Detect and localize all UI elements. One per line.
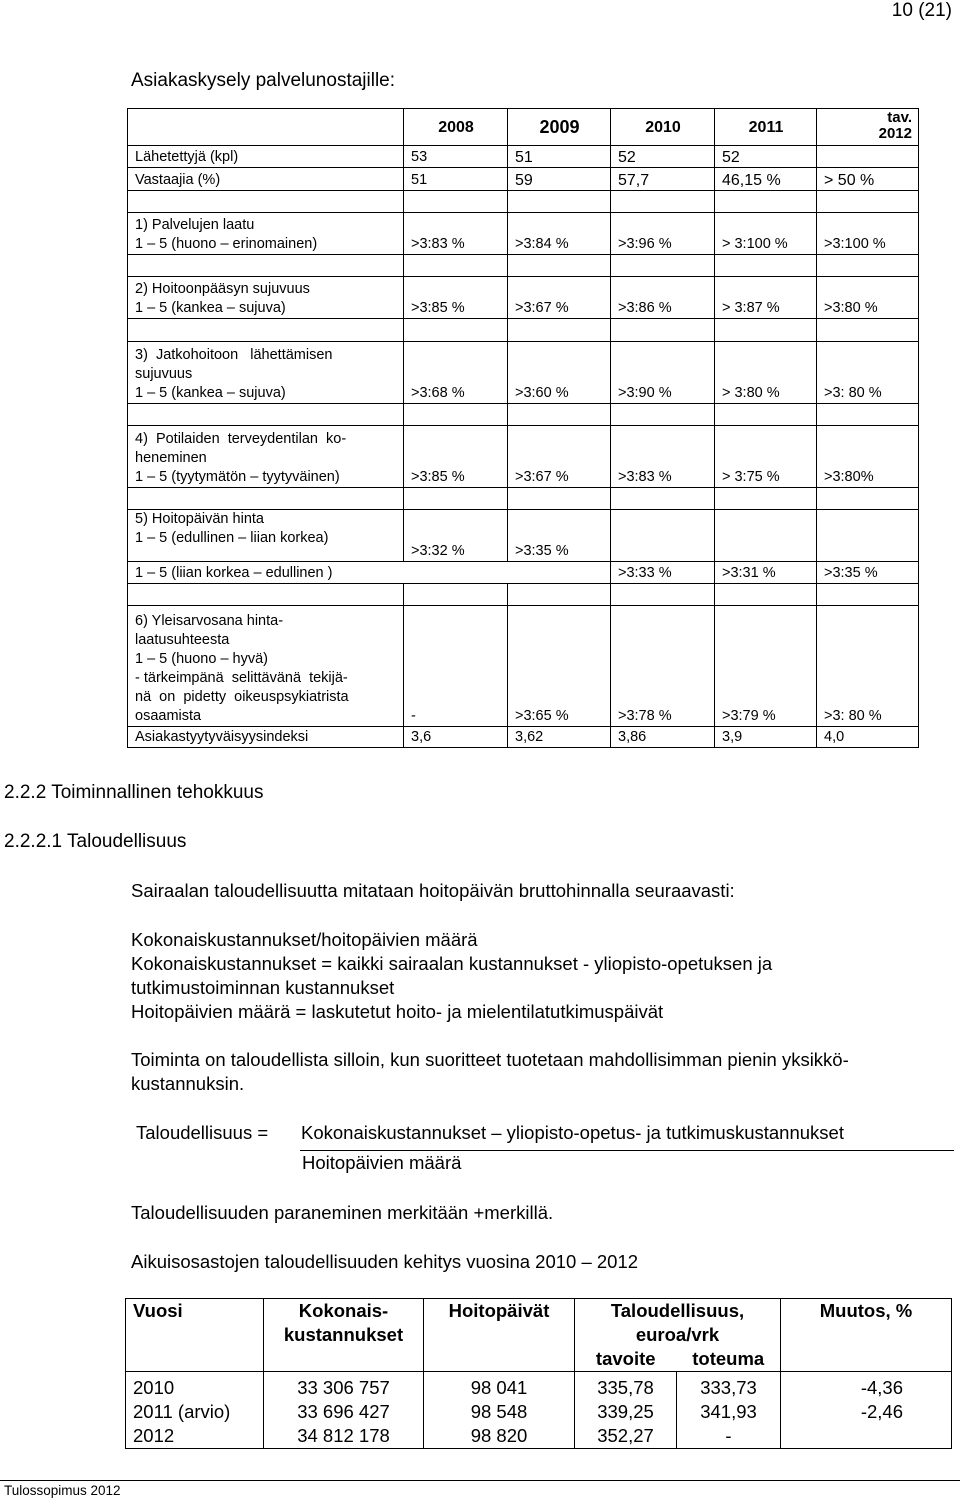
page-number: 10 (21) (891, 0, 952, 21)
header-line: euroa/vrk (635, 1324, 720, 1345)
economy-data-row (126, 1372, 952, 1449)
cell: >3:83 % (611, 426, 715, 488)
formula-denominator: Hoitopäivien määrä (302, 1152, 462, 1173)
target-value: 335,78 (597, 1377, 654, 1398)
actual-value: 333,73 (700, 1377, 757, 1398)
table-row (128, 168, 919, 191)
row-label: Lähetettyjä (kpl) (128, 146, 404, 168)
formula-fraction-line (300, 1150, 954, 1151)
label-line: 1 – 5 (kankea – sujuva) (135, 385, 286, 401)
row-label (128, 342, 404, 404)
economy-header-row (126, 1299, 952, 1372)
table-row (128, 562, 919, 584)
label-line: 2) Hoitoonpääsyn sujuvuus (135, 281, 310, 297)
intro-heading: Asiakaskysely palvelunostajille: (131, 70, 396, 91)
change-value: -4,36 (860, 1377, 903, 1398)
actual-value: - (725, 1425, 732, 1446)
cell: >3:33 % (611, 562, 715, 584)
cell: >3:68 % (404, 342, 508, 404)
days-cell (424, 1372, 575, 1449)
cell: >3:60 % (508, 342, 611, 404)
header-line: Kokonais- (298, 1300, 389, 1321)
header-costs (264, 1299, 424, 1372)
year-2008: 2008 (404, 109, 508, 146)
label-line: 1 – 5 (tyytymätön – tyytyväinen) (135, 469, 340, 485)
row-label (128, 510, 404, 562)
cell (715, 510, 817, 562)
change-value: -2,46 (860, 1401, 903, 1422)
costs-cell (264, 1372, 424, 1449)
cell: >3:100 % (817, 213, 919, 255)
target-value: 352,27 (597, 1425, 654, 1446)
cost-value: 33 306 757 (297, 1377, 390, 1398)
cell: >3: 80 % (817, 606, 919, 727)
header-year: Vuosi (126, 1299, 264, 1372)
cell: > 50 % (817, 168, 919, 191)
cell: >3:83 % (404, 213, 508, 255)
year-value: 2012 (133, 1425, 175, 1446)
cell: 3,9 (715, 727, 817, 748)
header-days: Hoitopäivät (424, 1299, 575, 1372)
cell: 59 (508, 168, 611, 191)
cell: >3:84 % (508, 213, 611, 255)
cell: 3,62 (508, 727, 611, 748)
header-economy (575, 1299, 781, 1372)
definition-line: Kokonaiskustannukset/hoitopäivien määrä (131, 929, 478, 950)
spacer-row (128, 488, 919, 510)
year-2012 (817, 109, 919, 146)
cell: >3:67 % (508, 426, 611, 488)
label-line: 3) Jatkohoitoon lähettämisen (135, 347, 333, 363)
cell: 3,6 (404, 727, 508, 748)
cell: >3:32 % (404, 510, 508, 562)
row-label (128, 277, 404, 319)
days-value: 98 041 (470, 1377, 528, 1398)
row-label: Vastaajia (%) (128, 168, 404, 191)
cell: >3:65 % (508, 606, 611, 727)
cell: >3:90 % (611, 342, 715, 404)
actual-value: 341,93 (700, 1401, 757, 1422)
cell: >3:35 % (817, 562, 919, 584)
cell: 52 (611, 146, 715, 168)
cell: >3:78 % (611, 606, 715, 727)
change-value (788, 1424, 903, 1448)
label-line: 4) Potilaiden terveydentilan ko- (135, 431, 347, 447)
header-empty (128, 109, 404, 146)
label-line: 1 – 5 (huono – erinomainen) (135, 236, 318, 252)
paragraph-line: kustannuksin. (131, 1073, 245, 1094)
cell: >3:85 % (404, 277, 508, 319)
actual-cell (677, 1372, 781, 1449)
survey-header-row (128, 109, 919, 146)
cell: 51 (508, 146, 611, 168)
table-row (128, 510, 919, 562)
label-line: osaamista (135, 708, 202, 724)
cell: >3:79 % (715, 606, 817, 727)
paragraph: Taloudellisuuden paraneminen merkitään +merkillä. (131, 1202, 554, 1223)
label-line: - tärkeimpänä selittävänä tekijä- (135, 670, 348, 686)
spacer-row (128, 584, 919, 606)
year-2012-line2: 2012 (878, 125, 912, 142)
cell: >3:67 % (508, 277, 611, 319)
cell: 51 (404, 168, 508, 191)
economy-table (125, 1298, 952, 1449)
table-row (128, 146, 919, 168)
cell: > 3:100 % (715, 213, 817, 255)
cell (611, 510, 715, 562)
cell: >3:35 % (508, 510, 611, 562)
spacer-row (128, 191, 919, 213)
header-subcols (575, 1347, 780, 1371)
paragraph: Sairaalan taloudellisuutta mitataan hoitopäivän bruttohinnalla seuraavasti: (131, 880, 735, 901)
label-line: 1) Palvelujen laatu (135, 217, 255, 233)
cell: >3:31 % (715, 562, 817, 584)
cost-value: 34 812 178 (297, 1425, 390, 1446)
cell: 4,0 (817, 727, 919, 748)
year-value: 2011 (arvio) (133, 1401, 231, 1422)
label-line: 6) Yleisarvosana hinta- (135, 613, 284, 629)
cell: > 3:80 % (715, 342, 817, 404)
header-line: kustannukset (283, 1324, 404, 1345)
cell: 52 (715, 146, 817, 168)
cell: >3: 80 % (817, 342, 919, 404)
label-line: 1 – 5 (kankea – sujuva) (135, 300, 286, 316)
cell: >3:85 % (404, 426, 508, 488)
cell: >3:80 % (817, 277, 919, 319)
cell: >3:86 % (611, 277, 715, 319)
year-cell (126, 1372, 264, 1449)
cost-value: 33 696 427 (297, 1401, 390, 1422)
survey-table (127, 108, 919, 748)
paragraph-line: Toiminta on taloudellista silloin, kun suoritteet tuotetaan mahdollisimman pienin yksikkö- (131, 1049, 849, 1070)
spacer-row (128, 404, 919, 426)
table-row (128, 426, 919, 488)
year-2012-line1: tav. (887, 109, 912, 126)
header-change: Muutos, % (781, 1299, 952, 1372)
cell: >3:80% (817, 426, 919, 488)
formula-label: Taloudellisuus = (136, 1122, 269, 1143)
header-target: tavoite (595, 1348, 656, 1369)
cell: - (404, 606, 508, 727)
row-label: 1 – 5 (liian korkea – edullinen ) (128, 562, 611, 584)
table-row (128, 606, 919, 727)
cell: 57,7 (611, 168, 715, 191)
row-label: Asiakastyytyväisyysindeksi (128, 727, 404, 748)
section-heading: 2.2.2 Toiminnallinen tehokkuus (4, 782, 264, 803)
table-row (128, 277, 919, 319)
formula-numerator: Kokonaiskustannukset – yliopisto-opetus- ja tutkimuskustannukset (301, 1122, 844, 1143)
row-label (128, 606, 404, 727)
definition-line: tutkimustoiminnan kustannukset (131, 977, 395, 998)
table-row (128, 342, 919, 404)
header-line: Taloudellisuus, (610, 1300, 745, 1321)
days-value: 98 548 (470, 1401, 528, 1422)
label-line: 1 – 5 (huono – hyvä) (135, 651, 269, 667)
label-line: nä on pidetty oikeuspsykiatrista (135, 689, 349, 705)
cell: 3,86 (611, 727, 715, 748)
label-line: 1 – 5 (edullinen – liian korkea) (135, 530, 329, 546)
target-value: 339,25 (597, 1401, 654, 1422)
year-2009: 2009 (508, 109, 611, 146)
cell: > 3:75 % (715, 426, 817, 488)
days-value: 98 820 (470, 1425, 528, 1446)
target-cell (575, 1372, 677, 1449)
spacer-row (128, 319, 919, 342)
table-caption: Aikuisosastojen taloudellisuuden kehitys vuosina 2010 – 2012 (131, 1251, 639, 1272)
definition-line: Kokonaiskustannukset = kaikki sairaalan kustannukset - yliopisto-opetuksen ja (131, 953, 773, 974)
spacer-row (128, 255, 919, 277)
footer-text: Tulossopimus 2012 (4, 1483, 121, 1498)
year-value: 2010 (133, 1377, 175, 1398)
cell: 46,15 % (715, 168, 817, 191)
change-cell (781, 1372, 952, 1449)
year-2010: 2010 (611, 109, 715, 146)
label-line: 5) Hoitopäivän hinta (135, 511, 264, 527)
cell (817, 146, 919, 168)
year-2011: 2011 (715, 109, 817, 146)
row-label (128, 213, 404, 255)
footer-divider (0, 1480, 960, 1481)
cell: > 3:87 % (715, 277, 817, 319)
definition-line: Hoitopäivien määrä = laskutetut hoito- ja mielentilatutkimuspäivät (131, 1001, 664, 1022)
cell (817, 510, 919, 562)
table-row (128, 727, 919, 748)
table-row (128, 213, 919, 255)
label-line: heneminen (135, 450, 207, 466)
label-line: sujuvuus (135, 366, 193, 382)
row-label (128, 426, 404, 488)
cell: 53 (404, 146, 508, 168)
header-actual: toteuma (692, 1348, 765, 1369)
label-line: laatusuhteesta (135, 632, 230, 648)
cell: >3:96 % (611, 213, 715, 255)
subsection-heading: 2.2.2.1 Taloudellisuus (4, 831, 187, 852)
